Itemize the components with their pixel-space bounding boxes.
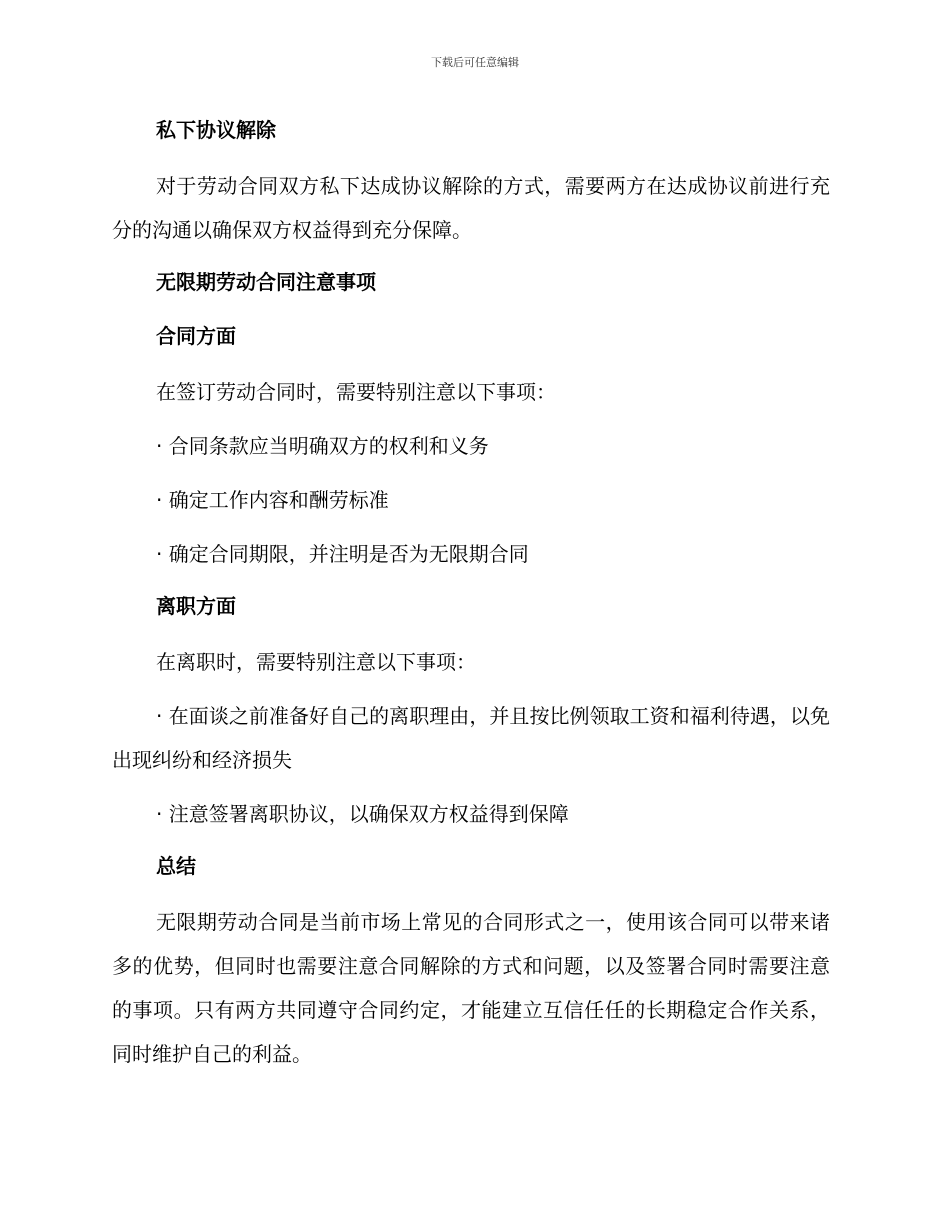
heading-private-agreement: 私下协议解除 — [156, 118, 276, 142]
heading-contract: 合同方面 — [156, 324, 236, 348]
header-note: 下载后可任意编辑 — [431, 56, 519, 69]
document-body — [112, 110, 830, 1086]
heading-resignation: 离职方面 — [156, 594, 236, 618]
list-item-contract-3: · 确定合同期限，并注明是否为无限期合同 — [156, 542, 529, 566]
list-item-contract-2: · 确定工作内容和酬劳标准 — [156, 488, 389, 512]
heading-summary: 总结 — [156, 854, 196, 878]
list-item-resignation-1: · 在面谈之前准备好自己的离职理由，并且按比例领取工资和福利待遇，以免出现纠纷和经济损失 — [112, 704, 830, 772]
list-item-resignation-2: · 注意签署离职协议，以确保双方权益得到保障 — [156, 802, 569, 826]
paragraph-private-agreement: 对于劳动合同双方私下达成协议解除的方式，需要两方在达成协议前进行充分的沟通以确保双方权益得到充分保障。 — [112, 174, 830, 242]
heading-notes: 无限期劳动合同注意事项 — [156, 270, 376, 294]
paragraph-resignation-intro: 在离职时，需要特别注意以下事项： — [156, 650, 476, 674]
paragraph-contract-intro: 在签订劳动合同时，需要特别注意以下事项： — [156, 380, 556, 404]
paragraph-summary: 无限期劳动合同是当前市场上常见的合同形式之一，使用该合同可以带来诸多的优势，但同时也需要注意合同解除的方式和问题，以及签署合同时需要注意的事项。只有两方共同遵守合同约定，才能建立互信任任的长期稳定合作关系，同时维护自己的利益。 — [112, 910, 830, 1066]
list-item-contract-1: · 合同条款应当明确双方的权利和义务 — [156, 434, 489, 458]
